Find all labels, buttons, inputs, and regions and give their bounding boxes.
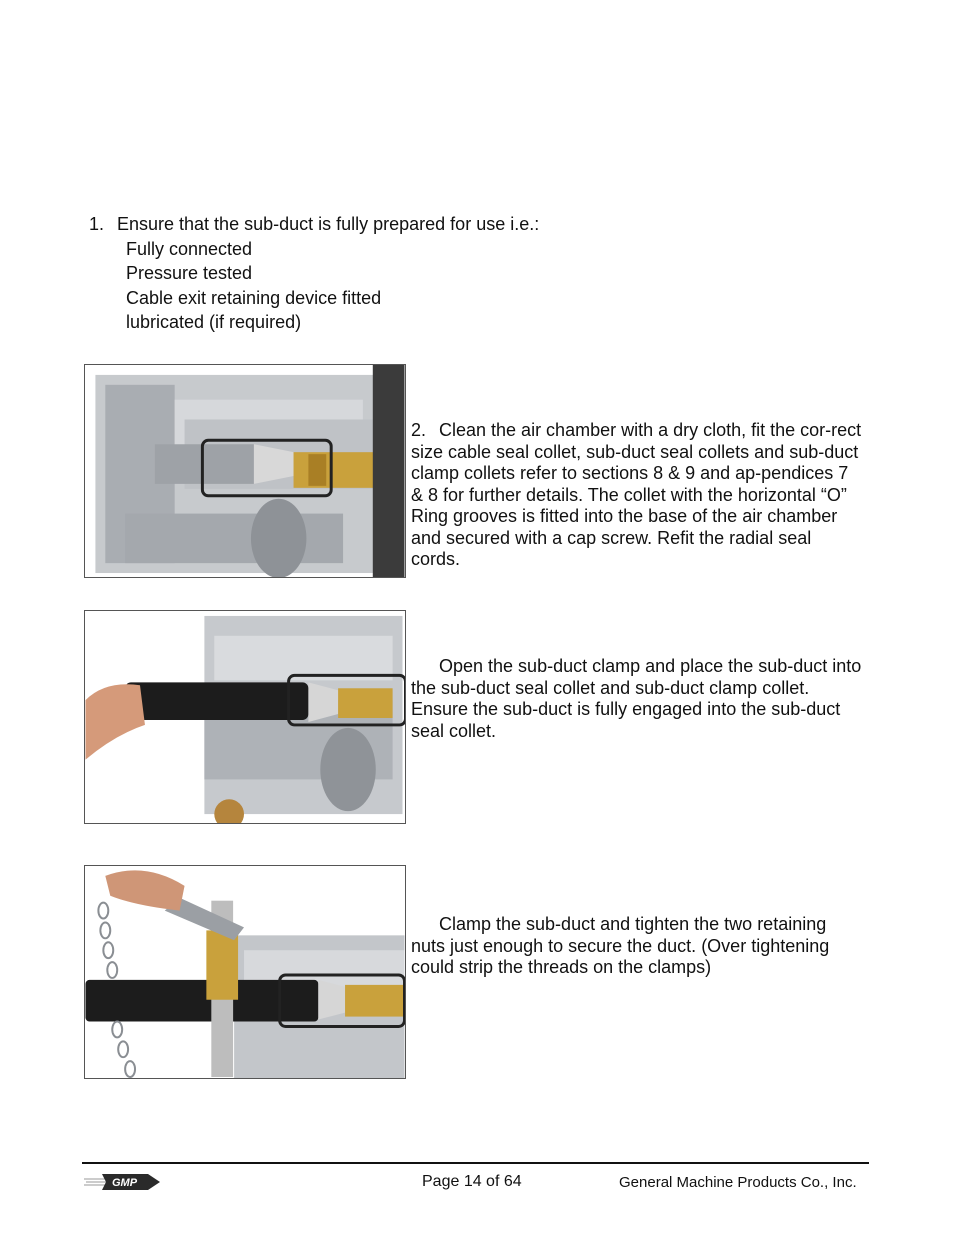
list-item: Fully connected xyxy=(126,238,253,259)
step-2 xyxy=(411,420,863,571)
list-item: Pressure tested xyxy=(126,263,253,283)
sub-duct-insert-illustration xyxy=(85,611,405,823)
air-chamber-photo xyxy=(84,364,406,578)
step-3-text: Open the sub-duct clamp and place the sub-duct into the sub-duct seal collet and sub-duct clamp collet. Ensure the sub-duct is fully engaged into the sub-duct seal collet. xyxy=(411,656,862,741)
step-4 xyxy=(411,914,863,979)
step-2-number: 2. xyxy=(411,420,427,440)
step-3 xyxy=(411,656,863,742)
step-1-line xyxy=(89,212,539,237)
list-item: lubricated (if required) xyxy=(126,312,302,332)
step-1-text: Ensure that the sub-duct is fully prepared for use i.e.: xyxy=(117,214,540,234)
page-number: Page 14 of 64 xyxy=(422,1173,522,1190)
clamp-tighten-photo xyxy=(84,865,406,1079)
step-1-number: 1. xyxy=(89,214,105,234)
company-name: General Machine Products Co., Inc. xyxy=(619,1174,857,1191)
step-1 xyxy=(89,212,539,335)
step-2-text: Clean the air chamber with a dry cloth, fit the cor-rect size cable seal collet, sub-duct seal collets and sub-duct clamp collets refer to sections 8 & 9 and ap-pendices 7 & 8 for further details. The collet with the horizontal “O” Ring grooves is fitted into the base of the air chamber and secured with a cap screw. Refit the radial seal cords. xyxy=(411,420,862,569)
step-1-list xyxy=(89,237,539,335)
logo-text: GMP xyxy=(112,1177,138,1189)
step-4-text: Clamp the sub-duct and tighten the two retaining nuts just enough to secure the duct. (Over tightening could strip the threads on the clamps) xyxy=(411,914,830,977)
clamp-tighten-illustration xyxy=(85,866,405,1078)
air-chamber-illustration xyxy=(85,365,405,577)
footer-rule xyxy=(82,1162,869,1164)
list-item: Cable exit retaining device fitted xyxy=(126,287,382,308)
gmp-logo xyxy=(84,1171,160,1193)
sub-duct-insert-photo xyxy=(84,610,406,824)
